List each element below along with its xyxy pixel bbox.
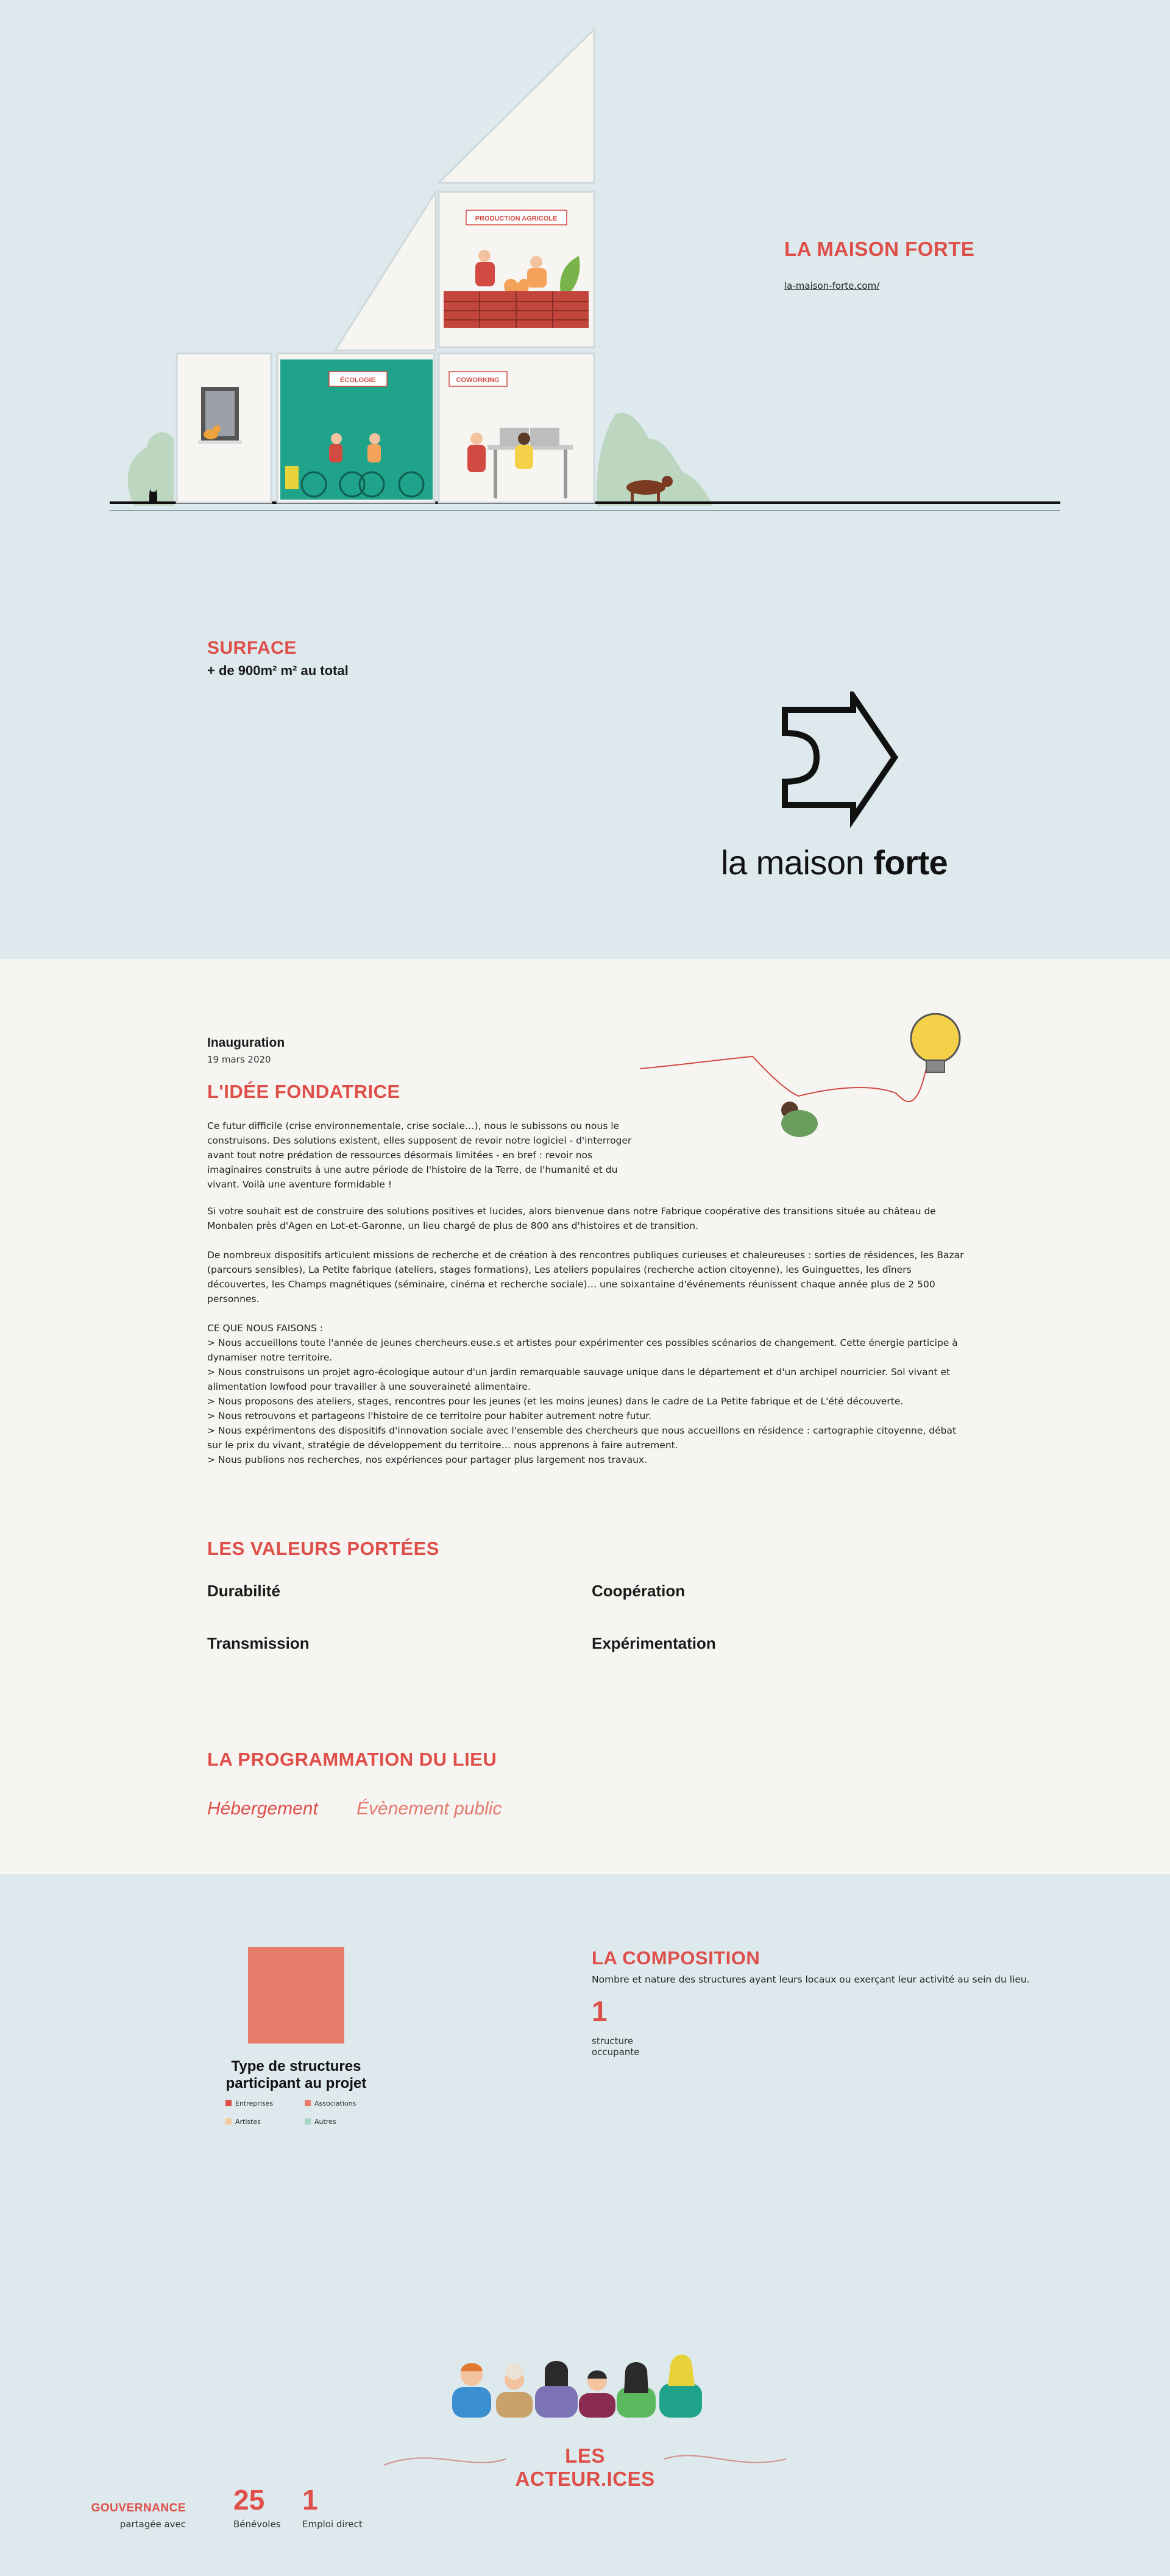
legend-label: Artistes <box>235 2118 261 2126</box>
ce-que-nous-faisons-list <box>207 1321 969 1467</box>
stat-label: Bénévoles <box>233 2519 281 2530</box>
bin-icon <box>285 466 299 489</box>
person-4 <box>579 2371 615 2418</box>
person-5 <box>617 2362 656 2418</box>
list-item: CE QUE NOUS FAISONS : <box>207 1323 324 1334</box>
gouvernance-title: GOUVERNANCE <box>91 2502 186 2514</box>
people-illustration <box>445 2343 725 2441</box>
sign-agri-text: PRODUCTION AGRICOLE <box>475 215 558 222</box>
person-1 <box>452 2363 491 2418</box>
structure-count-label: structure occupante <box>592 2036 640 2058</box>
intro-paragraph: Ce futur difficile (crise environnementale, crise sociale…), nous le subissons ou nous le construisons. Des solutions existent, elles supposent de revoir notre logiciel - d'interroger avant tout notre prédation de ressources désormais limitées - en bref : revoir nos imaginaires construits à une autre période de l'histoire de la Terre, de l'humanité et du vivant. Voilà une aventure formidable ! <box>207 1120 632 1190</box>
inauguration-date: 19 mars 2020 <box>207 1054 271 1065</box>
legend-label: Entreprises <box>235 2100 274 2107</box>
stat-value: 25 <box>233 2484 265 2516</box>
valeur-item: Transmission <box>207 1634 310 1652</box>
valeur-item: Expérimentation <box>592 1634 716 1652</box>
sign-eco-text: ÉCOLOGIE <box>339 377 376 384</box>
cyclist-2 <box>367 444 381 462</box>
farmer-2 <box>527 268 547 288</box>
chart-title-line1: Type de structures <box>231 2058 361 2075</box>
hero-section <box>0 0 1170 959</box>
structure-count: 1 <box>592 1995 608 2027</box>
list-item: > Nous construisons un projet agro-écologique autour d'un jardin remarquable sauvage unique dans le département et d'un archipel nourricier. Sol vivant et alimentation lowfood pour travailler à une souveraineté alimentaire. <box>207 1367 951 1392</box>
valeur-item: Durabilité <box>207 1582 280 1600</box>
logo-arrow-icon <box>774 692 902 838</box>
welcome-paragraph: Si votre souhait est de construire des solutions positives et lucides, alors bienvenue dans notre Fabrique coopérative des transitions située au château de Monbalen près d'Agen en Lot-et-Garonne, un lieu chargé de plus de 800 ans d'histoires et de transition. <box>207 1206 936 1231</box>
gouvernance-subtitle: partagée avec <box>119 2519 186 2530</box>
acteurs-title: LES ACTEUR.ICES <box>515 2444 655 2490</box>
chart-bar-associations <box>248 1947 344 2043</box>
lightbulb-icon <box>911 1014 960 1063</box>
roof-top <box>439 29 594 183</box>
idee-fondatrice-title: L'IDÉE FONDATRICE <box>207 1081 400 1102</box>
valeurs-title: LES VALEURS PORTÉES <box>207 1538 439 1559</box>
dispositifs-paragraph: De nombreux dispositifs articulent missions de recherche et de création à des rencontres publiques curieuses et chaleureuses : sorties de résidences, les Bazar (parcours sensibles), La Petite fabrique (ateliers, stages formations), Les ateliers populaires (recherche action citoyenne), les Guinguettes, les dîners découvertes, les Champs magnétiques (séminaire, cinéma et recherche sociale)… une soixantaine d'événements réunissent chaque année plus de 2 500 personnes. <box>207 1250 964 1304</box>
composition-section <box>0 1874 1170 2576</box>
surface-value: + de 900m² m² au total <box>207 663 349 678</box>
programmation-item: Hébergement <box>207 1799 318 1819</box>
chart-title-line2: participant au projet <box>225 2075 367 2092</box>
programmation-title: LA PROGRAMMATION DU LIEU <box>207 1749 497 1770</box>
inauguration-label: Inauguration <box>207 1036 285 1050</box>
legend-label: Autres <box>314 2118 336 2126</box>
worker-2 <box>515 445 533 469</box>
logo-text-bold: forte <box>873 843 948 882</box>
surface-title: SURFACE <box>207 638 297 658</box>
person-2 <box>496 2363 533 2418</box>
composition-description: Nombre et nature des structures ayant leurs locaux ou exerçant leur activité au sein du lieu. <box>592 1974 1030 1985</box>
valeur-item: Coopération <box>592 1582 686 1600</box>
stat-label: Emploi direct <box>302 2519 363 2530</box>
list-item: > Nous accueillons toute l'année de jeunes chercheurs.euse.s et artistes pour expérimenter ces possibles scénarios de changement. Cette énergie participe à dynamiser notre territoire. <box>207 1337 958 1363</box>
lightbulb-illustration <box>640 1008 969 1148</box>
programmation-item: Évènement public <box>356 1799 502 1819</box>
place-website-link[interactable]: la-maison-forte.com/ <box>784 280 880 291</box>
legend-label: Associations <box>314 2100 356 2107</box>
composition-title: LA COMPOSITION <box>592 1947 760 1969</box>
logo-wordmark <box>721 843 948 882</box>
place-title: LA MAISON FORTE <box>784 238 975 260</box>
list-item: > Nous publions nos recherches, nos expériences pour partager plus largement nos travaux. <box>207 1454 648 1465</box>
maison-illustration <box>98 18 1072 518</box>
person-3 <box>535 2361 578 2418</box>
logo-text-light: la maison <box>721 843 874 882</box>
about-section <box>0 959 1170 1874</box>
list-item: > Nous proposons des ateliers, stages, rencontres pour les jeunes (et les moins jeunes) dans le cadre de La Petite fabrique et de L'été découverte. <box>207 1396 904 1407</box>
structures-chart <box>207 1947 451 2154</box>
person-6 <box>659 2354 702 2418</box>
legend-swatch <box>225 2118 232 2125</box>
cyclist-1 <box>329 444 342 462</box>
farmer-1 <box>475 262 495 286</box>
legend-swatch <box>305 2100 311 2106</box>
stat-value: 1 <box>302 2484 318 2516</box>
sign-cowork-text: COWORKING <box>456 377 500 384</box>
roof-left <box>335 192 436 350</box>
legend-swatch <box>225 2100 232 2106</box>
list-item: > Nous retrouvons et partageons l'histoire de ce territoire pour habiter autrement notre futur. <box>207 1410 652 1421</box>
cable-line <box>640 1056 926 1102</box>
list-item: > Nous expérimentons des dispositifs d'innovation sociale avec l'ensemble des chercheurs que nous accueillons en résidence : cartographie citoyenne, débat sur le prix du vivant, stratégie de développement du territoire… nous apprenons à faire autrement. <box>207 1425 957 1451</box>
worker-1 <box>467 445 486 472</box>
legend-swatch <box>305 2118 311 2125</box>
